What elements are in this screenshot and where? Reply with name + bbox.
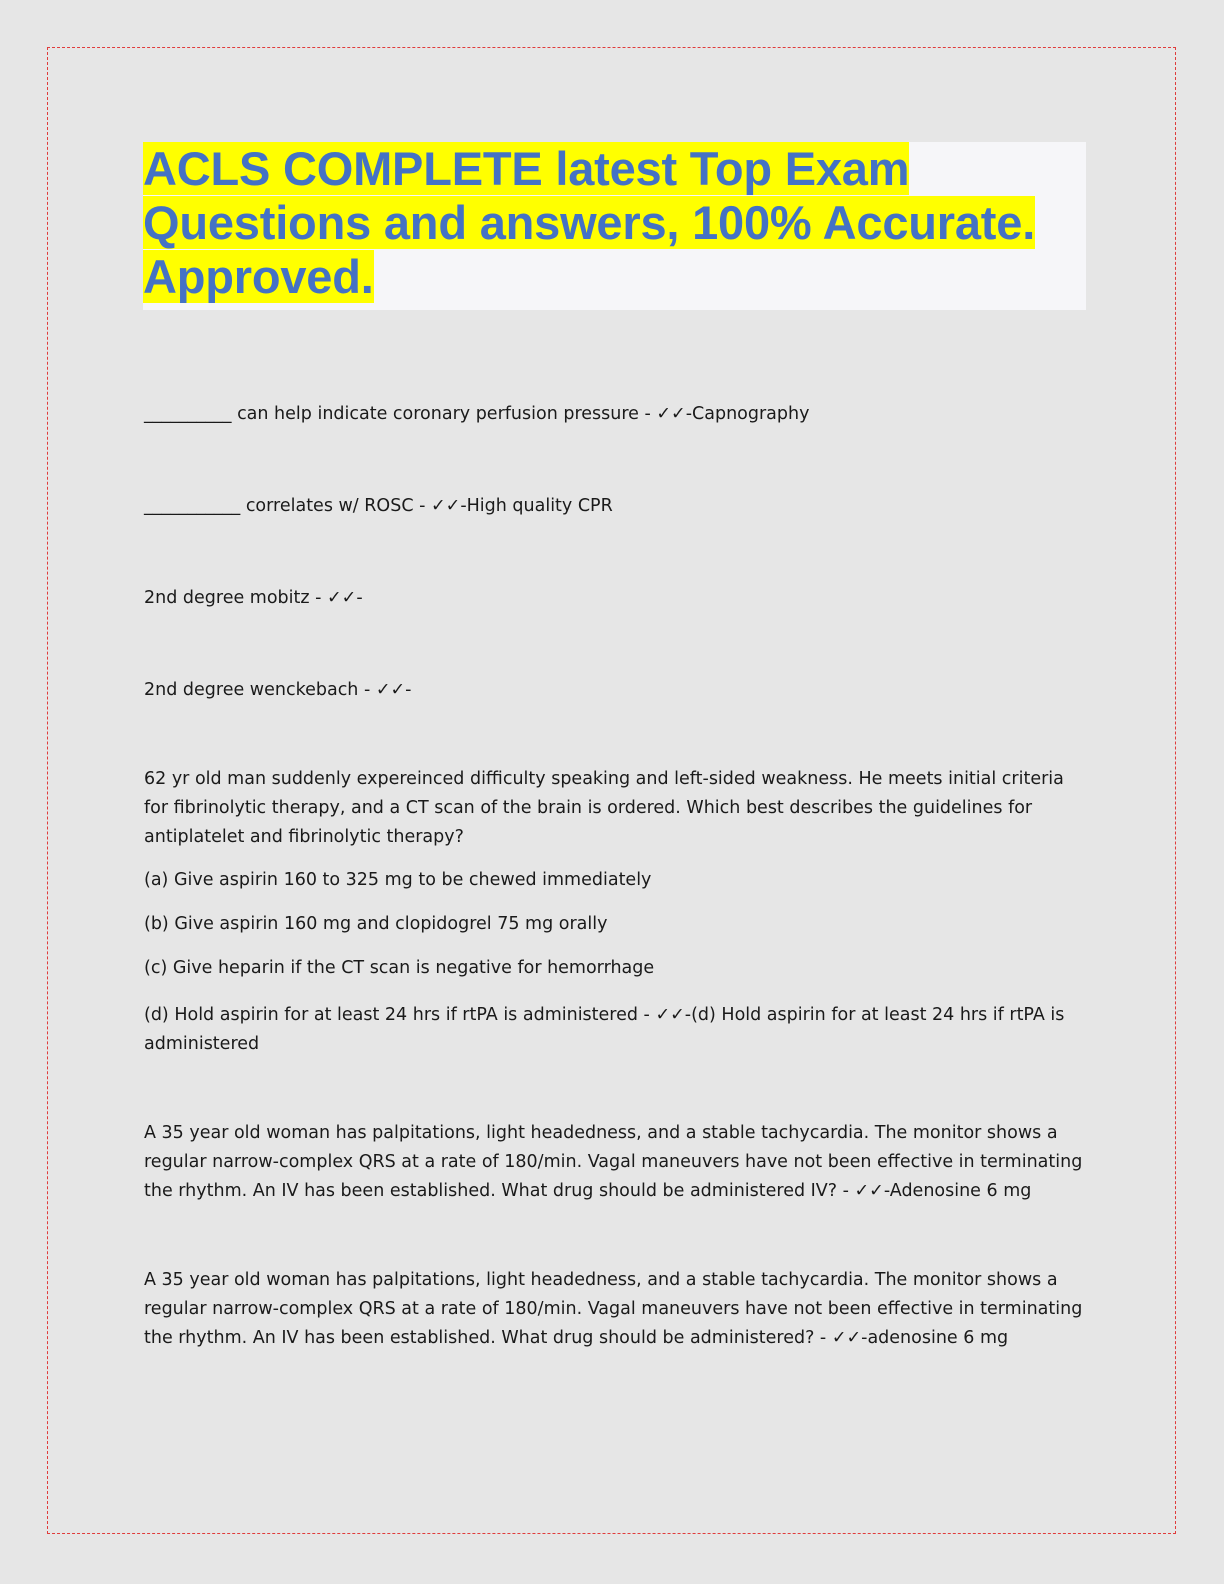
qa-item bbox=[144, 400, 1084, 429]
qa-item bbox=[144, 584, 1084, 613]
check-mark-icon: ✓✓ bbox=[375, 680, 406, 700]
question-text: A 35 year old woman has palpitations, light headedness, and a stable tachycardia. The monitor shows a regular narrow-complex QRS at a rate of 180/min. Vagal maneuvers have not been effective in terminating the rhythm. An IV has been established. What drug should be administered? - bbox=[144, 1270, 1083, 1348]
check-mark-icon: ✓✓ bbox=[655, 1005, 685, 1025]
answer-text: - bbox=[405, 680, 412, 700]
answer-option: (a) Give aspirin 160 to 325 mg to be chewed immediately bbox=[144, 870, 652, 890]
stroke-question-stem: 62 yr old man suddenly expereinced difficulty speaking and left-sided weakness. He meets initial criteria for fibrinolytic therapy, and a CT scan of the brain is ordered. Which best describes the guidelines for antiplatelet and fibrinolytic therapy? bbox=[144, 769, 1064, 847]
answer-text: -Adenosine 6 mg bbox=[883, 1181, 1032, 1201]
title-line: ACLS COMPLETE latest Top Exam bbox=[143, 142, 910, 195]
qa-item bbox=[144, 1119, 1084, 1206]
answer-text: -adenosine 6 mg bbox=[861, 1328, 1009, 1348]
option-text: (d) Hold aspirin for at least 24 hrs if rtPA is administered - bbox=[144, 1005, 656, 1025]
answer-option bbox=[144, 1001, 1084, 1059]
check-mark-icon: ✓✓ bbox=[430, 496, 461, 516]
check-mark-icon: ✓✓ bbox=[831, 1328, 862, 1348]
qa-item bbox=[144, 492, 1084, 521]
answer-text: - bbox=[356, 588, 363, 608]
title-block bbox=[143, 142, 1086, 310]
check-mark-icon: ✓✓ bbox=[656, 404, 686, 424]
answer-text: -High quality CPR bbox=[460, 496, 613, 516]
question-text: ___________ correlates w/ ROSC - bbox=[144, 496, 431, 516]
document-title bbox=[143, 142, 1086, 304]
question-text: 2nd degree wenckebach - bbox=[144, 680, 376, 700]
document-body bbox=[144, 400, 1084, 1353]
check-mark-icon: ✓✓ bbox=[854, 1181, 884, 1201]
title-line: Questions and answers, 100% Accurate. bbox=[143, 196, 1036, 249]
answer-option: (c) Give heparin if the CT scan is negative for hemorrhage bbox=[144, 958, 655, 978]
answer-text: -(d) Hold aspirin for at least 24 hrs if rtPA is administered bbox=[144, 1005, 1065, 1054]
question-text: __________ can help indicate coronary perfusion pressure - bbox=[144, 404, 657, 424]
question-text: A 35 year old woman has palpitations, light headedness, and a stable tachycardia. The monitor shows a regular narrow-complex QRS at a rate of 180/min. Vagal maneuvers have not been effective in terminating the rhythm. An IV has been established. What drug should be administered IV? - bbox=[144, 1123, 1083, 1201]
title-line: Approved. bbox=[143, 250, 374, 303]
answer-option: (b) Give aspirin 160 mg and clopidogrel 75 mg orally bbox=[144, 914, 608, 934]
question-text: 2nd degree mobitz - bbox=[144, 588, 327, 608]
qa-item bbox=[144, 1266, 1084, 1353]
check-mark-icon: ✓✓ bbox=[327, 588, 357, 608]
qa-item bbox=[144, 676, 1084, 705]
answer-text: -Capnography bbox=[685, 404, 810, 424]
